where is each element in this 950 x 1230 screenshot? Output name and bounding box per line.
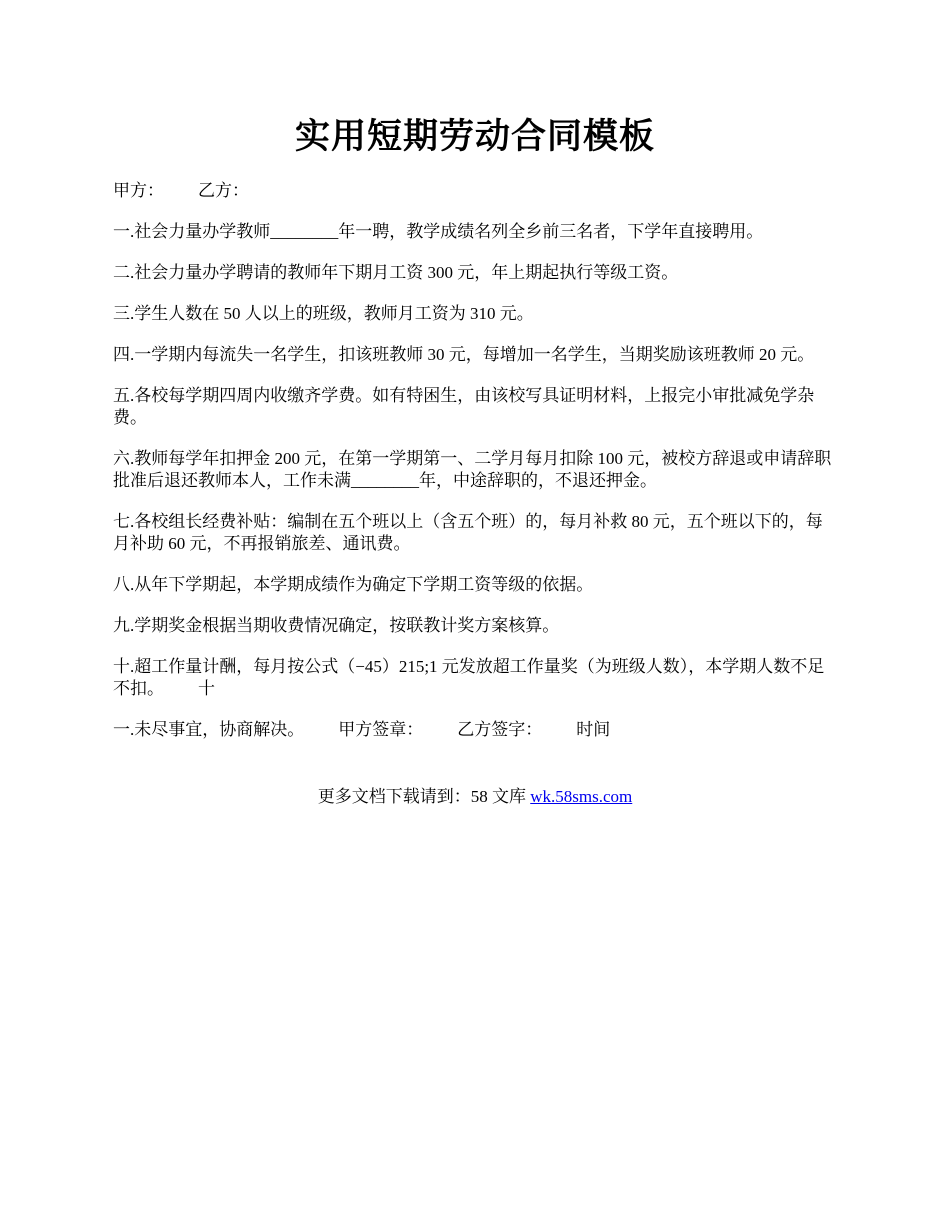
clause-5: 五.各校每学期四周内收缴齐学费。如有特困生，由该校写具证明材料，上报完小审批减免学杂费。 <box>113 386 815 427</box>
clause-2: 二.社会力量办学聘请的教师年下期月工资 300 元，年上期起执行等级工资。 <box>113 263 679 282</box>
clause-11-signatures: 一.未尽事宜，协商解决。 甲方签章： 乙方签字： 时间 <box>113 720 611 739</box>
document-title: 实用短期劳动合同模板 <box>294 117 655 156</box>
clause-1: 一.社会力量办学教师________年一聘，教学成绩名列全乡前三名者，下学年直接聘用。 <box>113 222 764 241</box>
clause-3: 三.学生人数在 50 人以上的班级，教师月工资为 310 元。 <box>113 304 534 323</box>
clause-6: 六.教师每学年扣押金 200 元，在第一学期第一、二学月每月扣除 100 元，被校方辞退或申请辞职批准后退还教师本人，工作未满________年，中途辞职的，不退还押金。 <box>113 449 832 490</box>
download-footer <box>0 786 950 808</box>
clause-7: 七.各校组长经费补贴：编制在五个班以上（含五个班）的，每月补救 80 元，五个班以下的，每月补助 60 元，不再报销旅差、通讯费。 <box>113 512 823 553</box>
footer-text: 更多文档下载请到：58 文库 <box>317 787 531 806</box>
clause-9: 九.学期奖金根据当期收费情况确定，按联教计奖方案核算。 <box>113 616 560 635</box>
document-body <box>113 180 833 760</box>
clause-4: 四.一学期内每流失一名学生，扣该班教师 30 元，每增加一名学生，当期奖励该班教师 20 元。 <box>113 345 815 364</box>
clause-10: 十.超工作量计酬，每月按公式（−45）215;1 元发放超工作量奖（为班级人数），本学期人数不足不扣。 十 <box>113 657 825 698</box>
footer-link[interactable]: wk.58sms.com <box>530 787 633 806</box>
clause-8: 八.从年下学期起，本学期成绩作为确定下学期工资等级的依据。 <box>113 575 594 594</box>
party-line: 甲方： 乙方： <box>113 181 249 200</box>
